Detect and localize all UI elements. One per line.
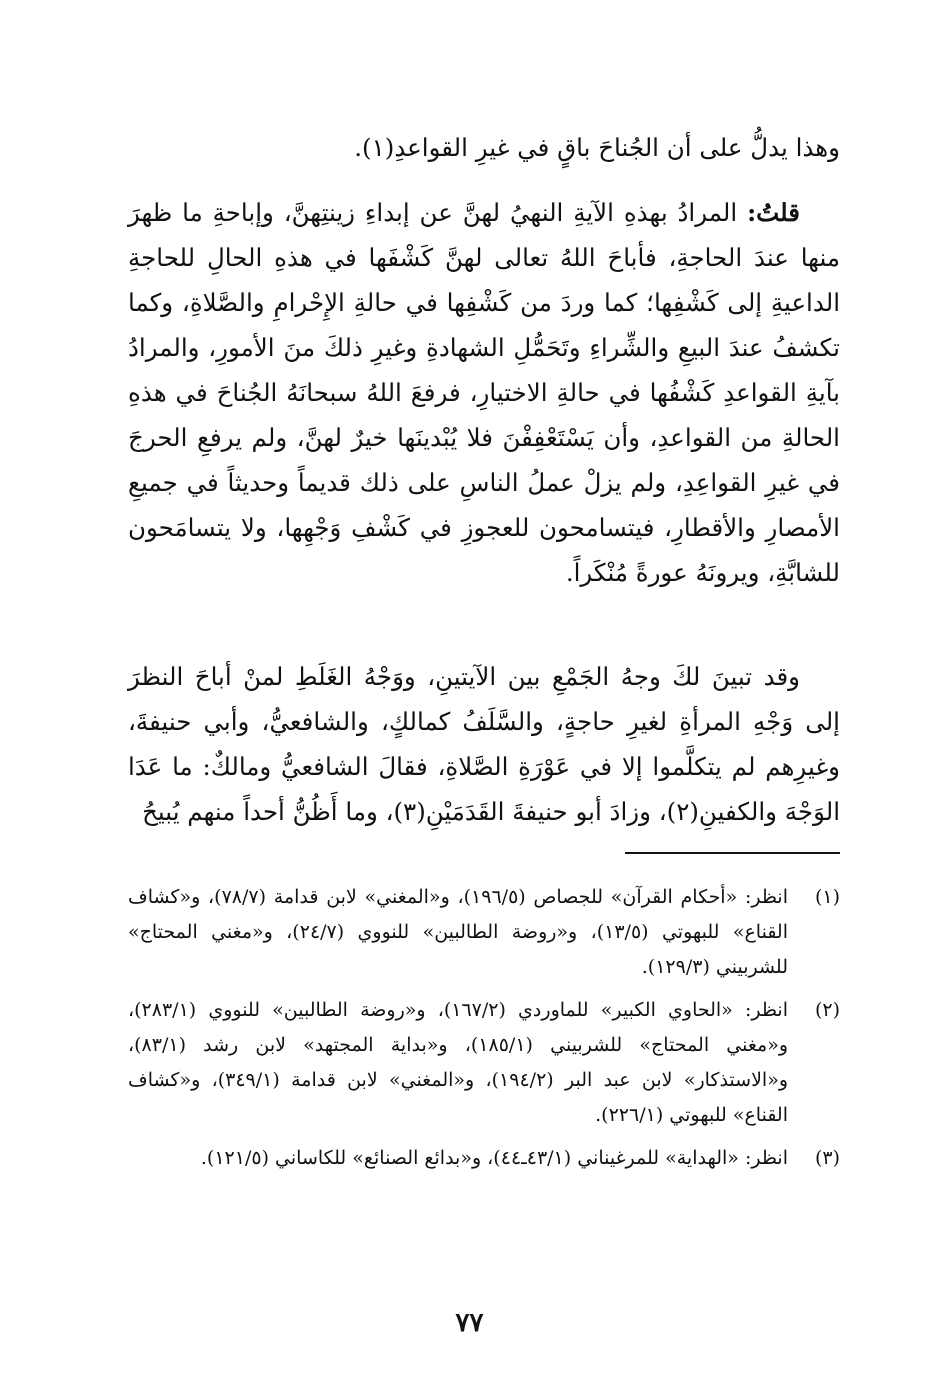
footnote-2	[128, 993, 840, 1133]
footnote-text: انظر: «أحكام القرآن» للجصاص (١٩٦/٥)، و«المغني» لابن قدامة (٧٨/٧)، و«كشاف القناع» للبهوتي (١٣/٥)، و«روضة الطالبين» للنووي (٢٤/٧)، و«مغني المحتاج» للشربيني (١٢٩/٣).	[128, 886, 788, 978]
footnote-3	[128, 1141, 840, 1176]
footnote-separator	[625, 852, 840, 854]
paragraph-1-text: وهذا يدلُّ على أن الجُناحَ باقٍ في غيرِ القواعدِ(١).	[354, 133, 840, 162]
paragraph-2-body: المرادُ بهذهِ الآيةِ النهيُ لهنَّ عن إبداءِ زينتِهنَّ، وإباحةِ ما ظهرَ منها عندَ الحاجةِ، فأباحَ اللهُ تعالى لهنَّ كَشْفَها في هذهِ الحالِ للحاجةِ الداعيةِ إلى كَشْفِها؛ كما وردَ من كَشْفِها في حالةِ الإِحْرامِ والصَّلاةِ، وكما تكشفُ عندَ البيعِ والشِّراءِ وتَحَمُّلِ الشهادةِ وغيرِ ذلكَ منَ الأمورِ، والمرادُ بآيةِ القواعدِ كَشْفُها في حالةِ الاختيارِ، فرفعَ اللهُ سبحانَهُ الجُناحَ في هذهِ الحالةِ من القواعدِ، وأن يَسْتَعْفِفْنَ فلا يُبْدينَها خيرٌ لهنَّ، ولم يرفعِ الحرجَ في غيرِ القواعِدِ، ولم يزلْ عملُ الناسِ على ذلك قديماً وحديثاً في جميعِ الأمصارِ والأقطارِ، فيتسامحون للعجوزِ في كَشْفِ وَجْهِها، ولا يتسامَحون للشابَّةِ، ويرونَهُ عورةً مُنْكَراً.	[128, 198, 840, 587]
footnote-text: انظر: «الحاوي الكبير» للماوردي (١٦٧/٢)، و«روضة الطالبين» للنووي (٢٨٣/١)، و«مغني المحتاج» للشربيني (١٨٥/١)، و«بداية المجتهد» لابن رشد (٨٣/١)، و«الاستذكار» لابن عبد البر (١٩٤/٢)، و«المغني» لابن قدامة (٣٤٩/١)، و«كشاف القناع» للبهوتي (٢٢٦/١).	[128, 999, 789, 1126]
footnote-number: (٣)	[814, 1147, 840, 1169]
footnote-number: (٢)	[814, 999, 840, 1021]
paragraph-2	[128, 190, 840, 595]
footnote-text: انظر: «الهداية» للمرغيناني (٤٣/١ـ٤٤)، و«بدائع الصنائع» للكاساني (١٢١/٥).	[200, 1147, 788, 1169]
paragraph-2-lead: قلتُ:	[747, 198, 800, 227]
footnotes	[128, 880, 840, 1184]
paragraph-3	[128, 654, 840, 834]
page-number: ٧٧	[455, 1308, 484, 1338]
footnote-1	[128, 880, 840, 985]
footnote-number: (١)	[814, 886, 840, 908]
paragraph-2-text	[128, 190, 840, 595]
paragraph-3-text: وقد تبينَ لكَ وجهُ الجَمْعِ بين الآيتينِ، ووَجْهُ الغَلَطِ لمنْ أباحَ النظرَ إلى وَجْهِ المرأةِ لغيرِ حاجةٍ، والسَّلَفُ كمالكٍ، والشافعيُّ، وأبي حنيفةَ، وغيرِهم لم يتكلَّموا إلا في عَوْرَةِ الصَّلاةِ، فقالَ الشافعيُّ ومالكٌ: ما عَدَا الوَجْهَ والكفينِ(٢)، وزادَ أبو حنيفةَ القَدَمَيْنِ(٣)، وما أَظُنُّ أحداً منهم يُبيحُ	[128, 662, 840, 826]
paragraph-1	[128, 125, 840, 170]
